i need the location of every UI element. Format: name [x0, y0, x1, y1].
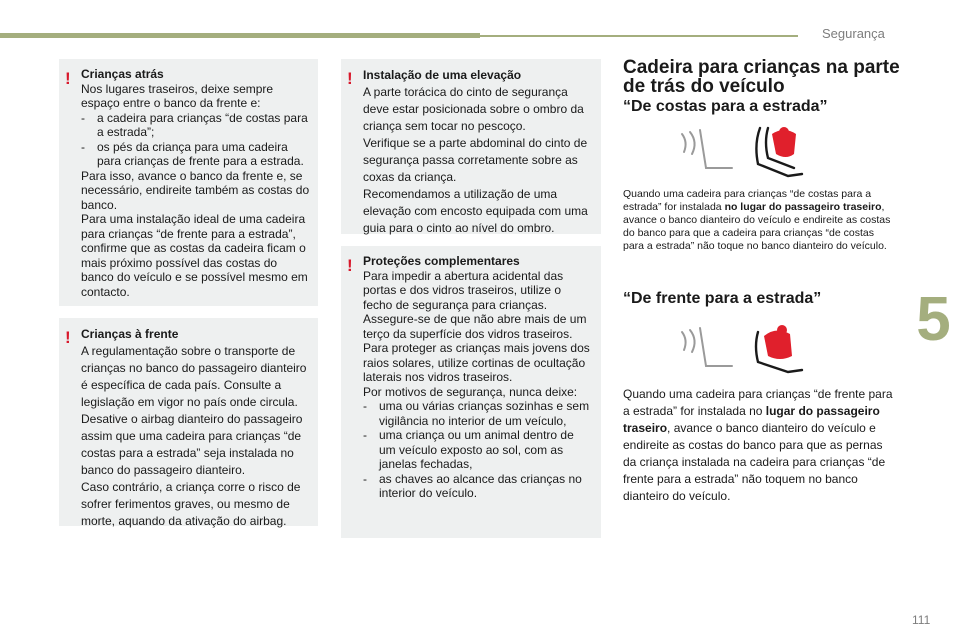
list-item: - as chaves ao alcance das crianças no interior do veículo. [363, 471, 582, 500]
list-item: - uma ou várias crianças sozinhas e sem vigilância no interior de um veículo, [363, 399, 590, 428]
subheading-frente: “De frente para a estrada” [623, 290, 822, 307]
box-paragraph: Recomendamos a utilização de uma elevação com encosto equipada com uma guia para o cinto ao nível do ombro. [363, 187, 588, 235]
forward-facing-seat-illustration [676, 322, 806, 382]
list-item: - a cadeira para crianças “de costas para a estrada”; [81, 110, 308, 139]
header-accent-bar [0, 33, 480, 38]
box-paragraph: A parte torácica do cinto de segurança deve estar posicionada sobre o ombro da criança sem tocar no pescoço. [363, 85, 584, 133]
child-seat-red-icon [764, 325, 792, 359]
box-paragraph: Verifique se a parte abdominal do cinto de segurança passa corretamente sobre as coxas da criança. [363, 136, 588, 184]
box-paragraph: Por motivos de segurança, nunca deixe: [363, 384, 578, 399]
rear-facing-seat-illustration [676, 124, 806, 186]
page-number: 111 [912, 613, 931, 627]
box-paragraph: Para proteger as crianças mais jovens dos raios solares, utilize cortinas de ocultação laterais nos vidros traseiros. [363, 341, 590, 384]
page-title: Cadeira para crianças na parte de trás do veículo [623, 57, 900, 97]
warning-box-criancas-frente [59, 318, 318, 526]
paragraph-frente: Quando uma cadeira para crianças “de frente para a estrada” for instalada no lugar do passageiro traseiro, avance o banco dianteiro do veículo e endireite as costas do banco para que as pernas da criança instalada na cadeira para crianças “de frente para a estrada” não toquem no banco dianteiro do veículo. [623, 387, 893, 503]
warning-exclamation-icon: ! [347, 256, 353, 275]
list-item: - uma criança ou um animal dentro de um veículo exposto ao sol, com as janelas fechadas, [363, 428, 574, 471]
box-title: Instalação de uma elevação [363, 68, 522, 82]
box-title: Crianças à frente [81, 327, 179, 341]
paragraph-costas: Quando uma cadeira para crianças “de costas para a estrada” for instalada no lugar do passageiro traseiro, avance o banco dianteiro do veículo e endireite as costas do banco para que a cadeira para crianças “de costas para a estrada” não toque no banco dianteiro do veículo. [623, 188, 891, 252]
child-seat-red-icon [772, 127, 796, 157]
list-item: - os pés da criança para uma cadeira para crianças de frente para a estrada. [81, 139, 304, 168]
warning-exclamation-icon: ! [347, 69, 353, 88]
box-title: Proteções complementares [363, 254, 520, 268]
box-paragraph: Para isso, avance o banco da frente e, se necessário, endireite também as costas do banco. [81, 168, 310, 212]
warning-exclamation-icon: ! [65, 328, 71, 347]
box-paragraph: Para impedir a abertura acidental das portas e dos vidros traseiros, utilize o fecho de segurança para crianças. [363, 268, 564, 312]
box-title: Crianças atrás [81, 67, 164, 81]
front-seat-outline-icon [682, 130, 732, 168]
box-paragraph: Assegure-se de que não abre mais de um terço da superfície dos vidros traseiros. [363, 312, 587, 341]
box-paragraph: Nos lugares traseiros, deixe sempre espaço entre o banco da frente e: [81, 81, 274, 110]
warning-box-criancas-atras [59, 59, 318, 306]
warning-box-instalacao [341, 59, 601, 234]
section-title: Segurança [822, 26, 885, 41]
subheading-costas: “De costas para a estrada” [623, 98, 828, 115]
warning-exclamation-icon: ! [65, 69, 71, 88]
box-paragraph: Caso contrário, a criança corre o risco de sofrer ferimentos graves, ou mesmo de morte, aquando da ativação do airbag. [81, 480, 301, 528]
front-seat-outline-icon [682, 328, 732, 366]
box-paragraph: A regulamentação sobre o transporte de crianças no banco do passageiro dianteiro é específica de cada país. Consulte a legislação em vigor no país onde circula. [81, 344, 307, 409]
box-paragraph: Para uma instalação ideal de uma cadeira para crianças “de frente para a estrada”, confirme que as costas da cadeira ficam o mais próximo possível das costas do banco do veículo e se possível mesmo em contacto. [81, 212, 308, 299]
box-paragraph: Desative o airbag dianteiro do passageiro assim que uma cadeira para crianças “de costas para a estrada” seja instalada no banco do passageiro dianteiro. [81, 412, 303, 477]
chapter-number: 5 [907, 270, 960, 370]
warning-box-protecoes [341, 246, 601, 538]
header-rule [480, 35, 798, 37]
